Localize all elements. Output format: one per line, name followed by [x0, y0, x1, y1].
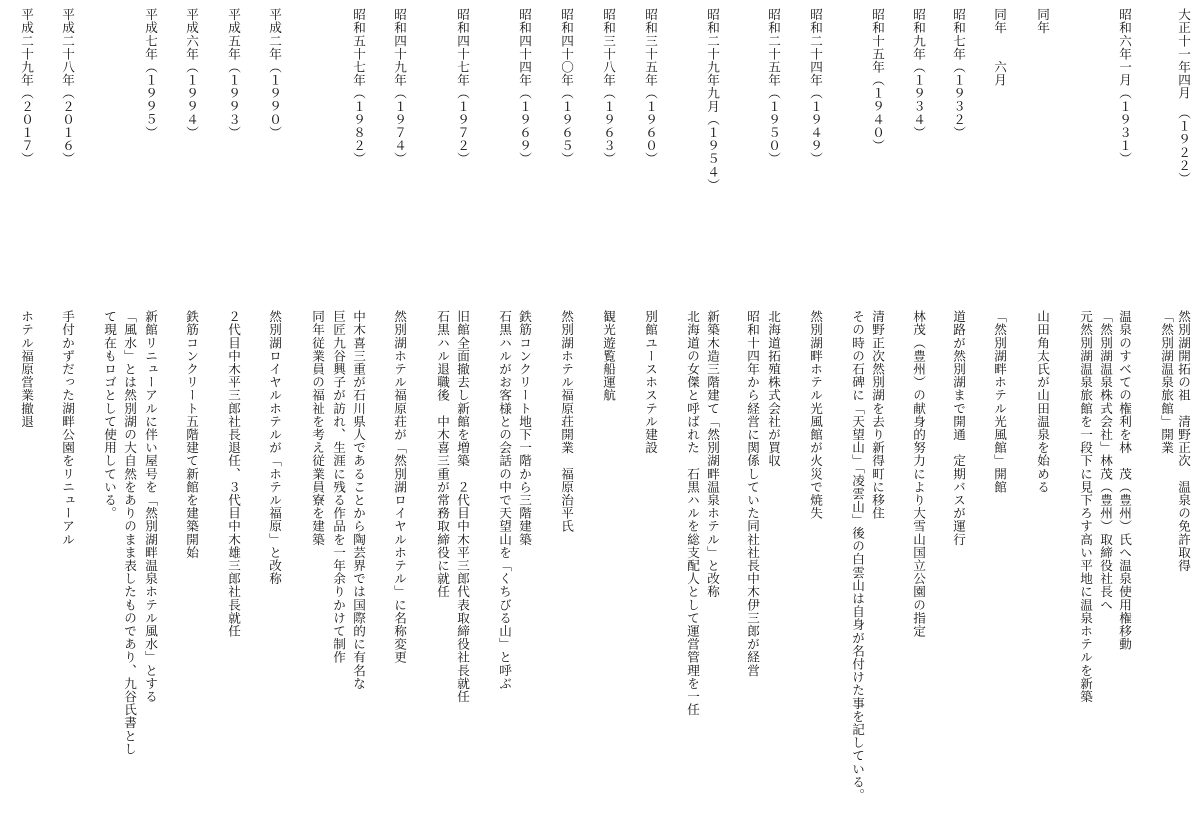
entry-event-text: 鉄筋コンクリート五階建て新館を建築開始: [184, 310, 199, 559]
entry-date: 同年: [1035, 8, 1050, 35]
entry-event-text: 同年従業員の福祉を考え従業員寮を建築: [310, 310, 325, 546]
entry-event-text: 観光遊覧船運航: [601, 310, 616, 402]
entry-event-column: [868, 0, 886, 823]
entry-event-text: 山田角太氏が山田温泉を始める: [1035, 310, 1050, 494]
entry-date: 同年 六月: [992, 8, 1007, 87]
entry-date: 平成七年（１９９５）: [143, 8, 158, 139]
entry-date: 昭和三十五年（１９６０）: [643, 8, 658, 166]
entry-event-text: 石黒ハル退職後 中木喜三重が常務取締役に就任: [435, 310, 450, 599]
entry-date: 大正十一年四月 （１９２２）: [1176, 8, 1191, 186]
entry-event-column: [58, 0, 76, 823]
entry-event-text: て現在もロゴとして使用している。: [102, 310, 117, 520]
entry-event-text: その時の石碑に「天望山」「凌雲山」後の白雲山は自身が名付けた事を記している。: [850, 310, 865, 802]
entry-event-column: [641, 0, 659, 823]
entry-event-column: [1076, 0, 1094, 823]
entry-event-column: [495, 0, 513, 823]
entry-date: 昭和二十五年（１９５０）: [766, 8, 781, 166]
entry-event-text: 別館ユースホステル建設: [643, 310, 658, 455]
entry-event-text: 「風水」とは然別湖の大自然をありのまま表したものであり、九谷氏書とし: [122, 310, 137, 756]
entry-date: 昭和四十九年（１９７４）: [392, 8, 407, 166]
entry-event-column: [1115, 0, 1133, 823]
entry-event-text: 温泉のすべての権利を林 茂（豊州）氏へ温泉使用権移動: [1117, 310, 1132, 651]
entry-event-column: [349, 0, 367, 823]
entry-event-text: 新館リニューアルに伴い屋号を「然別湖畔温泉ホテル風水」とする: [143, 310, 158, 703]
entry-event-column: [308, 0, 326, 823]
entry-event-text: 林茂（豊州）の献身的努力により大雪山国立公園の指定: [911, 310, 926, 638]
entry-date: 昭和四十四年（１９６９）: [517, 8, 532, 166]
entry-event-column: [848, 0, 866, 823]
entry-event-text: 鉄筋コンクリート地下一階から三階建築: [517, 310, 532, 546]
entry-event-text: 然別湖畔ホテル光風館が火災で焼失: [808, 310, 823, 520]
entry-event-text: 「然別湖温泉旅館」開業: [1159, 310, 1174, 455]
entry-event-column: [224, 0, 242, 823]
entry-event-text: 中木喜三重が石川県人であることから陶芸界では国際的に有名な: [351, 310, 366, 690]
entry-event-text: 然別湖ホテル福原荘が「然別湖ロイヤルホテル」に名称変更: [392, 310, 407, 664]
entry-event-text: 元然別湖温泉旅館を一段下に見下ろす高い平地に温泉ホテルを新築: [1078, 310, 1093, 703]
entry-date: 平成二十八年（２０１６）: [60, 8, 75, 166]
entry-event-text: 北海道の女傑と呼ばれた 石黒ハルを総支配人として運営管理を一任: [685, 310, 700, 717]
entry-event-column: [806, 0, 824, 823]
entry-event-text: 北海道拓殖株式会社が買収: [766, 310, 781, 468]
entry-event-column: [1174, 0, 1192, 823]
entry-date: 昭和七年（１９３２）: [951, 8, 966, 139]
entry-event-text: 然別湖開拓の祖 清野正次 温泉の免許取得: [1176, 310, 1191, 572]
entry-event-column: [990, 0, 1008, 823]
entry-date: 平成二年（１９９０）: [267, 8, 282, 139]
entry-date: 昭和九年（１９３４）: [911, 8, 926, 139]
entry-event-column: [265, 0, 283, 823]
entry-date: 昭和六年一月（１９３１）: [1117, 8, 1132, 166]
entry-event-column: [764, 0, 782, 823]
entry-event-text: 清野正次然別湖を去り新得町に移住: [870, 310, 885, 520]
entry-event-text: 道路が然別湖まで開通 定期バスが運行: [951, 310, 966, 546]
entry-event-text: 新築木造三階建て「然別湖畔温泉ホテル」と改称: [705, 310, 720, 599]
entry-date: 昭和五十七年（１９８２）: [351, 8, 366, 166]
entry-event-column: [515, 0, 533, 823]
entry-event-text: 「然別湖畔ホテル光風館」開館: [992, 310, 1007, 494]
entry-event-column: [329, 0, 347, 823]
entry-date: 昭和四十〇年（１９６５）: [559, 8, 574, 166]
entry-event-column: [141, 0, 159, 823]
entry-event-column: [453, 0, 471, 823]
entry-date: 昭和十五年（１９４０）: [870, 8, 885, 153]
entry-event-column: [949, 0, 967, 823]
entry-event-column: [743, 0, 761, 823]
entry-event-text: 昭和十四年から経営に関係していた同社社長中木伊三郎が経営: [745, 310, 760, 677]
entry-event-column: [703, 0, 721, 823]
entry-event-text: 石黒ハルがお客様との会話の中で天望山を「くちびる山」と呼ぶ: [497, 310, 512, 690]
entry-event-column: [1096, 0, 1114, 823]
entry-event-column: [390, 0, 408, 823]
entry-event-column: [433, 0, 451, 823]
entry-date: 昭和二十九年九月（１９５４）: [705, 8, 720, 192]
entry-date: 昭和四十七年（１９７２）: [455, 8, 470, 166]
entry-event-text: 巨匠九谷興子が訪れ、生涯に残る作品を一年余りかけて制作: [331, 310, 346, 664]
entry-event-text: 然別湖ロイヤルホテルが「ホテル福原」と改称: [267, 310, 282, 586]
entry-date: 平成二十九年（２０１７）: [19, 8, 34, 166]
entry-event-text: 旧館全面撤去し新館を増築 ２代目中木平三郎代表取締役社長就任: [455, 310, 470, 703]
entry-event-column: [182, 0, 200, 823]
entry-date: 平成五年（１９９３）: [226, 8, 241, 139]
entry-event-column: [909, 0, 927, 823]
entry-date: 昭和三十八年（１９６３）: [601, 8, 616, 166]
entry-event-text: 手付かずだった湖畔公園をリニューアル: [60, 310, 75, 546]
entry-date: 平成六年（１９９４）: [184, 8, 199, 139]
entry-event-text: ホテル福原営業撤退: [19, 310, 34, 428]
entry-date: 昭和二十四年（１９４９）: [808, 8, 823, 166]
entry-event-text: ２代目中木平三郎社長退任、３代目中木雄三郎社長就任: [226, 310, 241, 638]
entry-event-column: [100, 0, 118, 823]
entry-event-column: [1157, 0, 1175, 823]
entry-event-column: [557, 0, 575, 823]
entry-event-column: [120, 0, 138, 823]
entry-event-column: [17, 0, 35, 823]
entry-event-column: [599, 0, 617, 823]
entry-event-column: [1033, 0, 1051, 823]
entry-event-column: [683, 0, 701, 823]
entry-event-text: 然別湖ホテル福原荘開業 福原治平氏: [559, 310, 574, 533]
entry-event-text: 「然別湖温泉株式会社」林茂（豊州）取締役社長へ: [1098, 310, 1113, 612]
